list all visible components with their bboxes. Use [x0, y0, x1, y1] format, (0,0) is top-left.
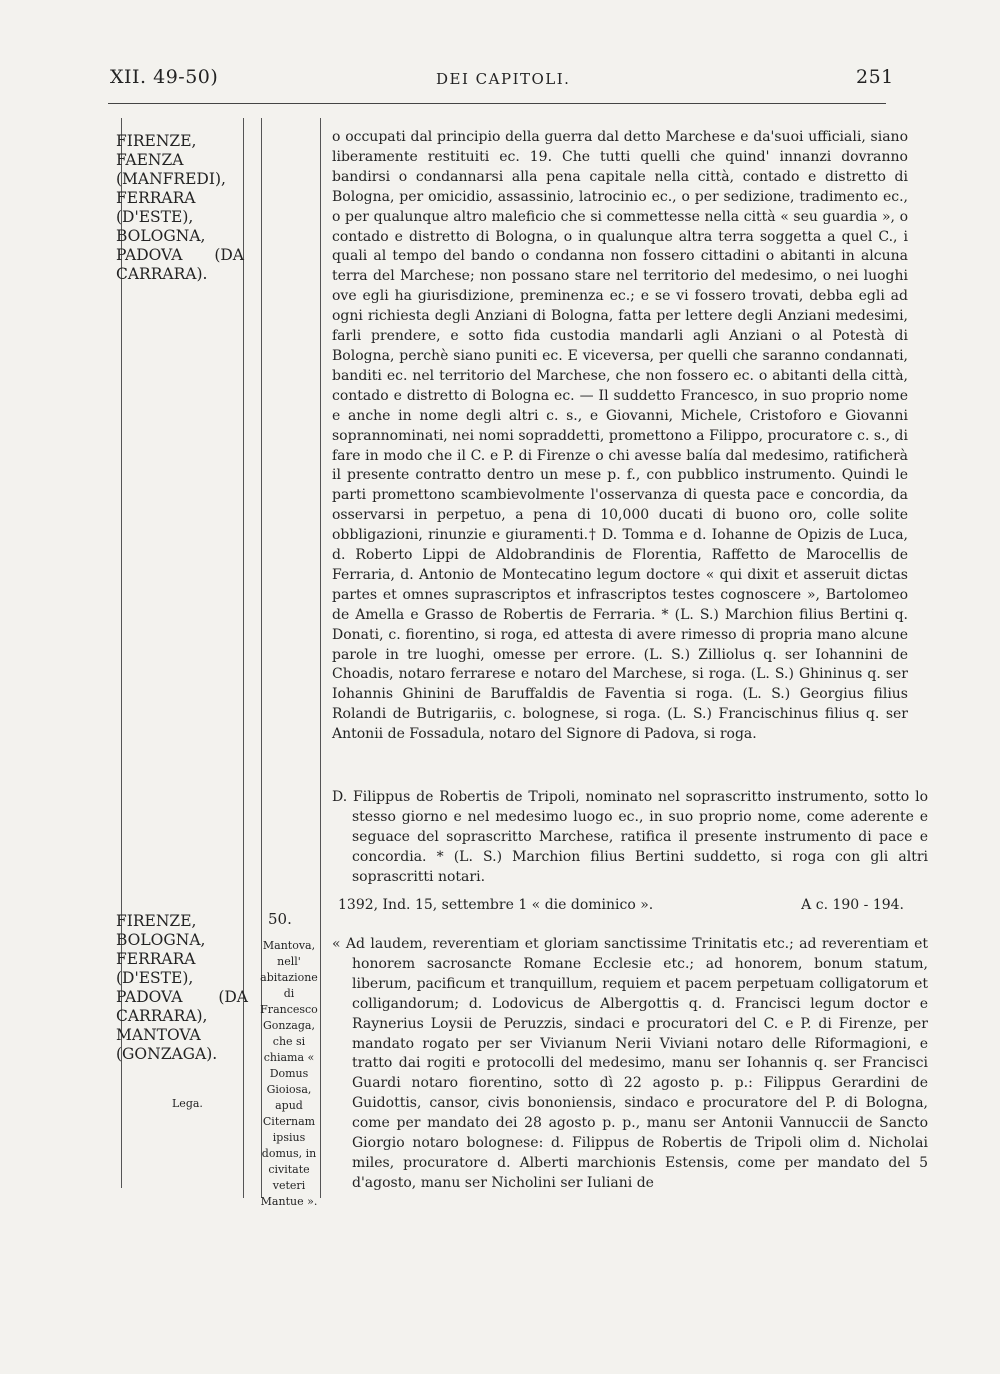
running-head-title: DEI CAPITOLI. — [436, 70, 571, 88]
sidebar-lega: Lega. — [172, 1097, 203, 1110]
column-rule-right — [320, 118, 321, 1198]
date-text: 1392, Ind. 15, settembre 1 « die dominico ». — [338, 897, 654, 913]
document-number: 50. — [268, 910, 292, 928]
paragraph-3: « Ad laudem, reverentiam et gloriam sanctissime Trinitatis etc.; ad reverentiam et honorem sacrosancte Romane Ecclesie etc.; ad honorem, bonum statum, liberum, pacificum et tranquillum, requiem et pacem perpetuam colligatorum et colligandorum; d. Lodovicus de Albergottis q. d. Francisci legum doctor e Raynerius Loysii de Peruzzis, sindaci e procuratori del C. e P. di Firenze, per mandato rogato per ser Vivianum Nerii Viviani notaro delle Riformagioni, e tratto dai rogiti e protocolli del medesimo, manu ser Iohannis q. ser Francisci Guardi notaro fiorentino, sotto dì 22 agosto p. p.: Filippus Gerardini de Guidottis, cansor, civis bononiensis, sindaco e procuratore del P. di Bologna, come per mandato dei 28 agosto p. p., manu ser Antonii Vannuccii de Sancto Giorgio notaro bolognese: d. Filippus de Robertis de Tripoli olim d. Nicholai miles, procuratore d. Alberti marchionis Estensis, come per mandato del 5 d'agosto, manu ser Nicholini ser Iuliani de — [332, 936, 928, 1191]
date-line — [338, 897, 904, 913]
archive-reference: A c. 190 - 194. — [801, 897, 904, 913]
document-place: Mantova, nell' abitazione di Francesco Gonzaga, che si chiama « Domus Gioiosa, apud Citernam ipsius domus, in civitate veteri Mantue ». — [260, 939, 318, 1208]
page-number: 251 — [856, 66, 894, 88]
header-rule — [108, 103, 886, 104]
running-head-left: XII. 49-50) — [110, 66, 219, 88]
paragraph-2: D. Filippus de Robertis de Tripoli, nominato nel soprascritto instrumento, sotto lo stesso giorno e nel medesimo luogo ec., in suo proprio nome, come aderente e seguace del soprascritto Marchese, ratifica il presente instrumento di pace e concordia. * (L. S.) Marchion filius Bertini suddetto, si roga con gli altri soprascritti notari. — [332, 789, 928, 885]
sidebar-parties-2: FIRENZE, BOLOGNA, FERRARA (D'ESTE), PADOVA (DA CARRARA), MANTOVA (GONZAGA). — [116, 912, 248, 1063]
sidebar-parties-1: FIRENZE, FAENZA (MANFREDI), FERRARA (D'ESTE), BOLOGNA, PADOVA (DA CARRARA). — [116, 132, 244, 283]
paragraph-1: o occupati dal principio della guerra dal detto Marchese e da'suoi ufficiali, siano liberamente restituiti ec. 19. Che tutti quelli che quind' innanzi dovranno bandirsi o condannarsi alla pena capitale nella città, contado e distretto di Bologna, per omicidio, assassinio, latrocinio ec., o per sedizione, tradimento ec., o per qualunque altro maleficio che si commettesse nella città « seu guardia », o contado e distretto di Bologna, o in qualunque altra terra soggetta a quel C., i quali al tempo del bando o condanna non fossero cittadini o abitanti in alcuna terra del Marchese; non possano stare nel territorio del medesimo, o nei luoghi ove egli ha giurisdizione, preminenza ec.; e se vi fossero trovati, debba egli ad ogni richiesta degli Anziani di Bologna, fatta per lettere degli Anziani medesimi, farli prendere, e sotto fida custodia mandarli agli Anziani o al Potestà di Bologna, perchè siano puniti ec. E viceversa, per quelli che saranno condannati, banditi ec. nel territorio del Marchese, che non fossero ec. o abitanti della città, contado e distretto di Bologna ec. — Il suddetto Francesco, in suo proprio nome e anche in nome degli altri c. s., e Giovanni, Michele, Cristoforo e Giovanni soprannominati, nei nomi sopraddetti, promettono a Filippo, procuratore c. s., di fare in modo che il C. e P. di Firenze o chi avesse balía dal medesimo, ratificherà il presente contratto dentro un mese p. f., con pubblico instrumento. Quindi le parti promettono scambievolmente l'osservanza di questa pace e concordia, da osservarsi in perpetuo, a pena di 10,000 ducati di buono oro, colle solite obbligazioni, rinunzie e giuramenti.† D. Tomma e d. Iohanne de Opizis de Luca, d. Roberto Lippi de Aldobrandinis de Florentia, Raffetto de Marocellis de Ferraria, d. Antonio de Montecatino legum doctore « qui dixit et asseruit dictas partes et omnes suprascriptos et infrascriptos testes cognoscere », Bartolomeo de Amella e Grasso de Robertis de Ferraria. * (L. S.) Marchion filius Bertini q. Donati, c. fiorentino, si roga, ed attesta di avere rimesso di propria mano alcune parole in tre luoghi, omesse per errore. (L. S.) Zilliolus q. ser Iohannini de Choadis, notaro ferrarese e notaro del Marchese, si roga. (L. S.) Ghininus q. ser Iohannis Ghinini de Baruffaldis de Faventia si roga. (L. S.) Georgius filius Rolandi de Butrigariis, c. bolognese, si roga. (L. S.) Francischinus filius q. ser Antonii de Fossadula, notaro del Signore di Padova, si roga. — [332, 129, 908, 743]
